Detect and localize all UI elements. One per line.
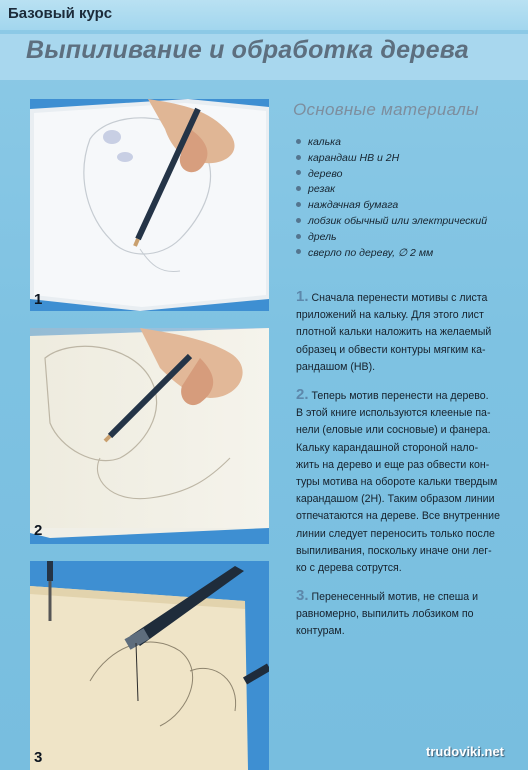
photo-number: 1 — [34, 291, 43, 308]
step-line: Теперь мотив перенести на дерево. — [311, 390, 489, 402]
step-2 — [296, 386, 520, 577]
bullet-icon — [296, 170, 301, 175]
step-number: 2. — [296, 386, 309, 403]
watermark: trudoviki.net — [426, 744, 505, 759]
page-title: Выпиливание и обработка дерева — [26, 36, 469, 64]
list-item: резак — [296, 182, 487, 198]
step-line: рандашом (НВ). — [296, 360, 376, 373]
bullet-icon — [296, 186, 301, 191]
list-item: сверло по дереву, ∅ 2 мм — [296, 246, 487, 262]
bullet-icon — [296, 139, 301, 144]
step-line: ко с дерева сотрутся. — [296, 562, 402, 575]
photo-3 — [30, 561, 269, 770]
bullet-icon — [296, 234, 301, 239]
step-line: нели (еловые или сосновые) и фанера. — [296, 424, 491, 437]
list-item: наждачная бумага — [296, 198, 487, 214]
bullet-icon — [296, 218, 301, 223]
step-line: равномерно, выпилить лобзиком по — [296, 608, 474, 621]
photo-2 — [30, 328, 269, 544]
list-item: лобзик обычный или электрический — [296, 214, 487, 230]
step-line: жить на дерево и еще раз обвести кон- — [296, 458, 490, 471]
step-line: карандашом (2Н). Таким образом линии — [296, 493, 495, 506]
materials-list — [296, 135, 487, 261]
list-item: карандаш НВ и 2Н — [296, 151, 487, 167]
step-line: Сначала перенести мотивы с листа — [311, 292, 488, 304]
photo-1 — [30, 99, 269, 311]
step-line: приложений на кальку. Для этого лист — [296, 309, 484, 322]
step-line: линии следует переносить только после — [296, 527, 495, 540]
step-line: туры мотива на обороте кальки твердым — [296, 476, 498, 489]
step-line: Перенесенный мотив, не спеша и — [311, 591, 478, 603]
step-line: отпечатаются на дереве. Все внутренние — [296, 510, 500, 523]
fretsaw-cutting-photo — [30, 561, 269, 770]
bullet-icon — [296, 249, 301, 254]
photo-number: 3 — [34, 749, 43, 766]
step-line: контурам. — [296, 625, 345, 638]
step-line: В этой книге используются клееные па- — [296, 407, 491, 420]
tracing-on-wood-photo — [30, 328, 269, 544]
step-line: выпиливания, поскольку иначе они лег- — [296, 544, 492, 557]
list-item: калька — [296, 135, 487, 151]
step-line: образец и обвести контуры мягким ка- — [296, 343, 486, 356]
photo-number: 2 — [34, 522, 43, 539]
step-line: плотной кальки наложить на желаемый — [296, 326, 492, 339]
step-1 — [296, 288, 520, 376]
bullet-icon — [296, 202, 301, 207]
list-item: дрель — [296, 230, 487, 246]
bullet-icon — [296, 155, 301, 160]
step-3 — [296, 587, 520, 641]
step-number: 3. — [296, 587, 309, 604]
section-label: Базовый курс — [8, 5, 113, 22]
step-line: Кальку карандашной стороной нало- — [296, 441, 479, 454]
step-number: 1. — [296, 288, 309, 305]
tracing-on-paper-photo — [30, 99, 269, 311]
materials-title: Основные материалы — [293, 100, 479, 119]
list-item: дерево — [296, 167, 487, 183]
